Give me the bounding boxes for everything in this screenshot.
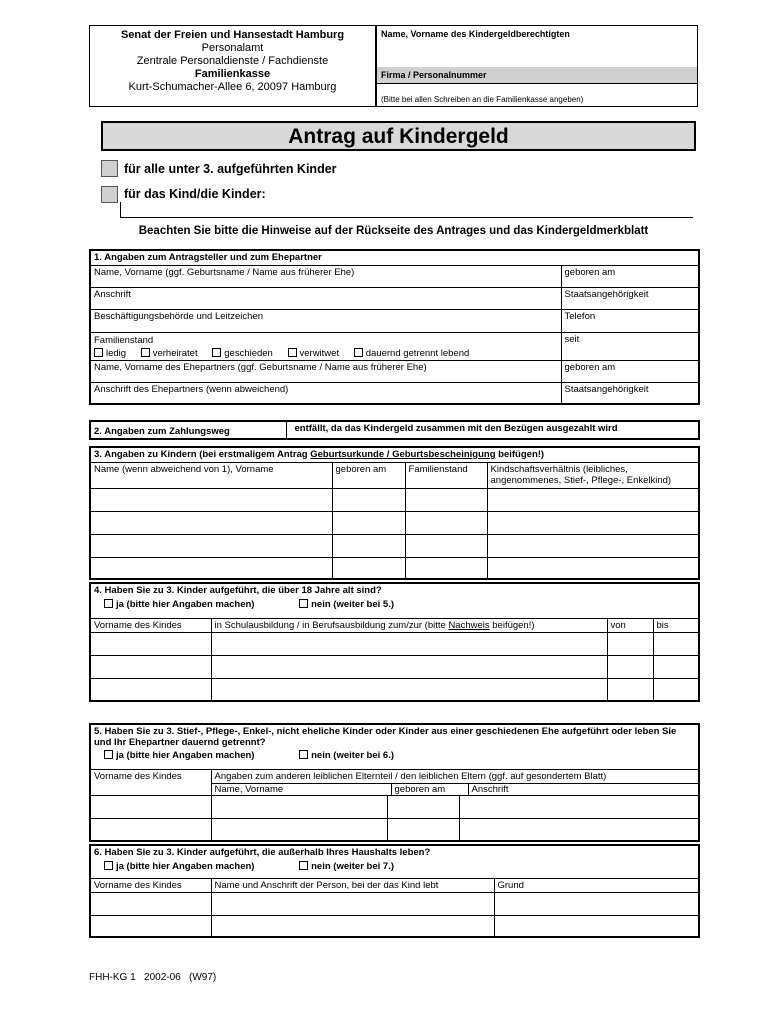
form-code: FHH-KG 1 2002-06 (W97) — [89, 972, 217, 983]
checkbox-icon — [288, 348, 297, 357]
table-row — [90, 795, 699, 818]
checkbox-icon — [141, 348, 150, 357]
section-2-heading: 2. Angaben zum Zahlungsweg — [90, 421, 286, 439]
checkbox-icon — [299, 861, 308, 870]
section-3-heading: 3. Angaben zu Kindern (bei erstmaligem Antrag Geburtsurkunde / Geburtsbescheinigung beifügen!) — [90, 447, 699, 462]
section-6-table — [89, 844, 700, 938]
col-parent-label: Angaben zum anderen leiblichen Elternteil / den leiblichen Eltern (ggf. auf gesondertem Blatt) — [212, 770, 699, 784]
authority-line-5: Kurt-Schumacher-Allee 6, 20097 Hamburg — [128, 81, 337, 93]
section-5-yes[interactable]: ja (bitte hier Angaben machen) — [104, 750, 254, 761]
marital-option-single[interactable]: ledig — [94, 348, 126, 359]
section-4-no[interactable]: nein (weiter bei 5.) — [299, 599, 394, 610]
marital-options — [94, 348, 558, 359]
firma-note: (Bitte bei allen Schreiben an die Familienkasse angeben) — [381, 95, 584, 104]
all-children-label: für alle unter 3. aufgeführten Kinder — [124, 162, 337, 176]
section-4-table — [89, 582, 700, 702]
col-first-name: Vorname des Kindes — [90, 618, 211, 632]
col-school: in Schulausbildung / in Berufsausbildung zum/zur (bitte Nachweis beifügen!) — [211, 618, 607, 632]
section-1-heading: 1. Angaben zum Antragsteller und zum Ehepartner — [90, 250, 699, 265]
section-2-table — [89, 420, 700, 440]
col-parent-info — [211, 769, 699, 795]
spouse-born-field[interactable]: geboren am — [561, 360, 699, 382]
authority-address — [89, 25, 376, 107]
table-row — [90, 534, 699, 557]
col-parent-born: geboren am — [392, 784, 469, 795]
section-6-question: 6. Haben Sie zu 3. Kinder aufgeführt, die außerhalb Ihres Haushalts leben? — [94, 847, 431, 858]
authority-line-2: Personalamt — [201, 42, 264, 54]
marital-option-divorced[interactable]: geschieden — [212, 348, 273, 359]
spouse-name-field[interactable]: Name, Vorname des Ehepartners (ggf. Geburtsname / Name aus früherer Ehe) — [90, 360, 561, 382]
spouse-nationality-field[interactable]: Staatsangehörigkeit — [561, 382, 699, 404]
born-field[interactable]: geboren am — [561, 265, 699, 287]
marital-option-separated[interactable]: dauernd getrennt lebend — [354, 348, 470, 359]
page-title: Antrag auf Kindergeld — [101, 121, 696, 151]
address-field[interactable]: Anschrift — [90, 287, 561, 309]
section-6-yes[interactable]: ja (bitte hier Angaben machen) — [104, 861, 254, 872]
section-6-no[interactable]: nein (weiter bei 7.) — [299, 861, 394, 872]
since-field[interactable]: seit — [561, 332, 699, 360]
table-row — [90, 655, 699, 678]
col-first-name: Vorname des Kindes — [90, 878, 211, 892]
marital-field — [90, 332, 561, 360]
section-5-heading — [90, 724, 699, 769]
col-parent-address: Anschrift — [471, 783, 509, 795]
section-4-heading — [90, 583, 699, 618]
checkbox-icon — [299, 750, 308, 759]
table-row — [90, 915, 699, 937]
name-field[interactable]: Name, Vorname (ggf. Geburtsname / Name aus früherer Ehe) — [90, 265, 561, 287]
table-row — [90, 892, 699, 915]
col-from: von — [607, 618, 653, 632]
child-names-field[interactable] — [120, 217, 693, 218]
col-first-name: Vorname des Kindes — [90, 769, 211, 795]
checkbox-icon — [212, 348, 221, 357]
checkbox-icon — [104, 750, 113, 759]
section-5-no[interactable]: nein (weiter bei 6.) — [299, 750, 394, 761]
authority-line-3: Zentrale Personaldienste / Fachdienste — [136, 55, 329, 67]
section-5-question: 5. Haben Sie zu 3. Stief-, Pflege-, Enkel-, nicht eheliche Kinder oder Kinder aus einer geschiedenen Ehe aufgeführt oder leben Sie und Ihr Ehepartner dauernd getrennt? — [94, 726, 677, 748]
col-child-relation: Kindschaftsverhältnis (leibliches, angenommenes, Stief-, Pflege-, Enkelkind) — [487, 462, 699, 488]
table-row — [90, 632, 699, 655]
col-to: bis — [653, 618, 699, 632]
phone-field[interactable]: Telefon — [561, 309, 699, 332]
authority-line-1: Senat der Freien und Hansestadt Hamburg — [120, 29, 345, 41]
all-children-checkbox[interactable] — [101, 160, 118, 177]
col-parent-name: Name, Vorname — [212, 784, 392, 795]
section-6-heading — [90, 845, 699, 878]
checkbox-icon — [354, 348, 363, 357]
section-5-table — [89, 723, 700, 842]
authority-line-4: Familienkasse — [194, 68, 271, 80]
col-child-marital: Familienstand — [405, 462, 487, 488]
applicant-id-box — [376, 25, 698, 107]
col-reason: Grund — [494, 878, 699, 892]
child-field-bracket — [120, 202, 121, 218]
col-child-born: geboren am — [332, 462, 405, 488]
nationality-field[interactable]: Staatsangehörigkeit — [561, 287, 699, 309]
table-row — [90, 488, 699, 511]
marital-option-widowed[interactable]: verwitwet — [288, 348, 340, 359]
col-person: Name und Anschrift der Person, bei der das Kind lebt — [211, 878, 494, 892]
section-1-table — [89, 249, 700, 405]
section-3-table — [89, 446, 700, 580]
checkbox-icon — [104, 861, 113, 870]
marital-label: Familienstand — [94, 334, 154, 346]
section-4-question: 4. Haben Sie zu 3. Kinder aufgeführt, die über 18 Jahre alt sind? — [94, 585, 382, 596]
spouse-address-field[interactable]: Anschrift des Ehepartners (wenn abweichend) — [90, 382, 561, 404]
name-label: Name, Vorname des Kindergeldberechtigten — [381, 29, 570, 39]
checkbox-icon — [94, 348, 103, 357]
notice-text: Beachten Sie bitte die Hinweise auf der Rückseite des Antrages und das Kindergeldmerkblatt — [138, 225, 649, 237]
firma-label: Firma / Personalnummer — [377, 67, 697, 84]
table-row — [90, 557, 699, 579]
section-4-yes[interactable]: ja (bitte hier Angaben machen) — [104, 599, 254, 610]
checkbox-icon — [299, 599, 308, 608]
col-child-name: Name (wenn abweichend von 1), Vorname — [90, 462, 332, 488]
specific-child-checkbox[interactable] — [101, 186, 118, 203]
table-row — [90, 678, 699, 701]
employer-field[interactable]: Beschäftigungsbehörde und Leitzeichen — [90, 309, 561, 332]
specific-child-label: für das Kind/die Kinder: — [124, 187, 266, 201]
marital-option-married[interactable]: verheiratet — [141, 348, 198, 359]
checkbox-icon — [104, 599, 113, 608]
table-row — [90, 818, 699, 841]
table-row — [90, 511, 699, 534]
section-2-note: entfällt, da das Kindergeld zusammen mit den Bezügen ausgezahlt wird — [294, 423, 618, 434]
